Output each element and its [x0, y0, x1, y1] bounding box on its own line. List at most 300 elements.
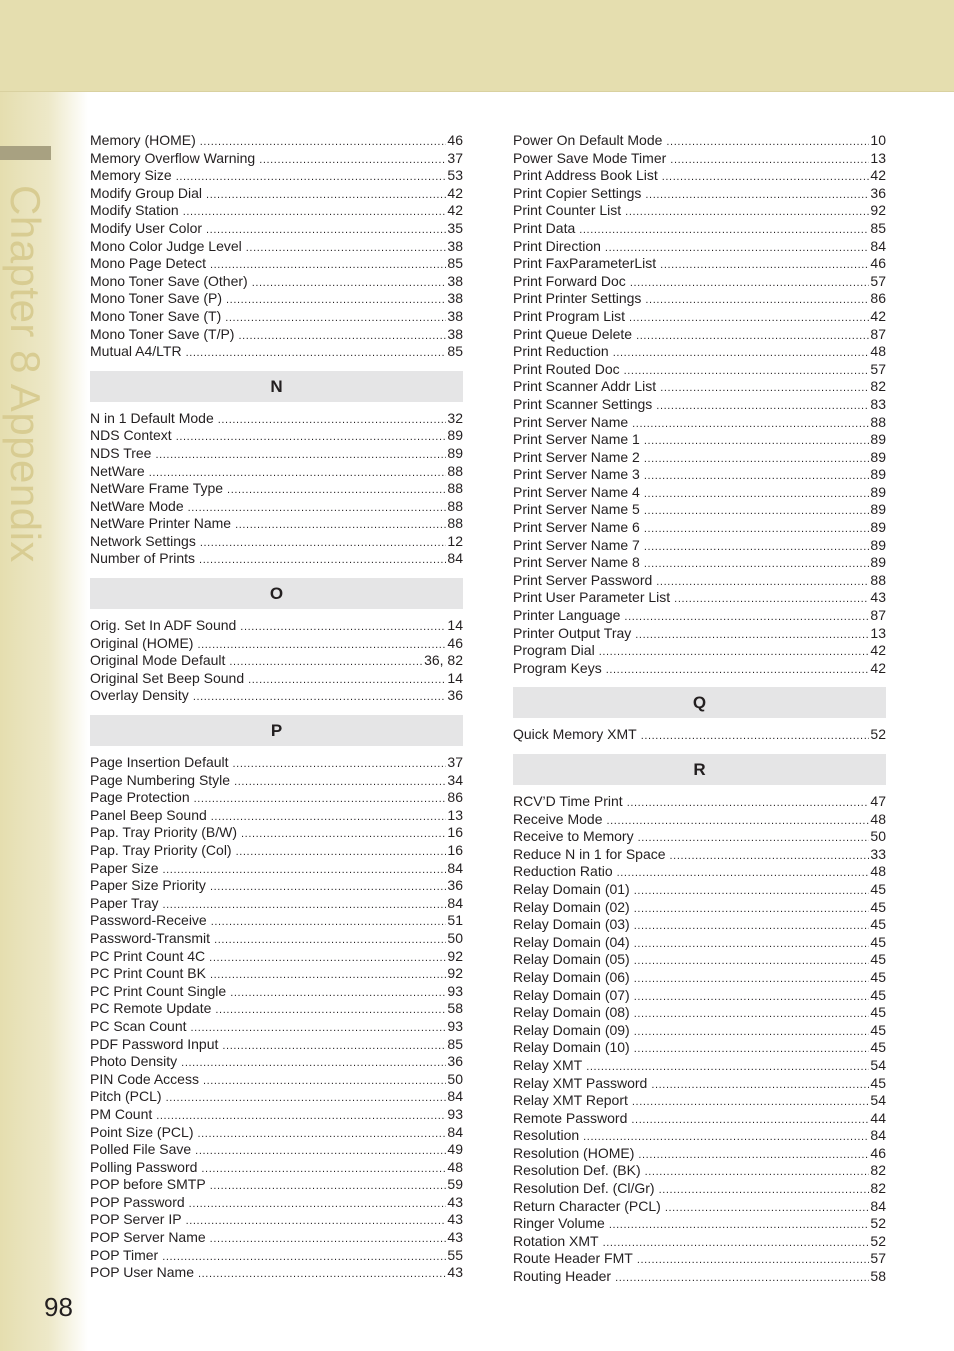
dot-leader: [615, 1270, 869, 1288]
index-entry-page: 89: [447, 444, 463, 461]
index-entry-page: 46: [447, 634, 463, 651]
index-entry-page: 58: [447, 1000, 463, 1017]
index-entry-page: 85: [447, 255, 463, 272]
dot-leader: [674, 591, 869, 609]
index-entry-label: POP Timer: [90, 1246, 159, 1263]
index-entry-label: NetWare: [90, 462, 145, 479]
index-entry-page: 42: [870, 167, 886, 184]
index-entry: [513, 846, 886, 864]
index-entry: [90, 167, 463, 185]
dot-leader: [644, 503, 870, 521]
index-entry-page: 89: [870, 519, 886, 536]
dot-leader: [203, 1073, 446, 1091]
dot-leader: [210, 879, 446, 897]
index-entry-page: 59: [447, 1176, 463, 1193]
index-entry-page: 83: [870, 395, 886, 412]
index-entry-label: Ringer Volume: [513, 1215, 605, 1232]
index-entry-label: Number of Prints: [90, 550, 196, 567]
dot-leader: [634, 1006, 870, 1024]
index-entry: [513, 1215, 886, 1233]
dot-leader: [197, 1126, 446, 1144]
index-entry-page: 42: [870, 659, 886, 676]
index-entry-label: Relay Domain (01): [513, 880, 630, 897]
section-header: O: [90, 578, 463, 609]
dot-leader: [644, 556, 870, 574]
index-entry: [513, 132, 886, 150]
dot-leader: [210, 1178, 447, 1196]
index-entry: [90, 326, 463, 344]
index-entry: [513, 726, 886, 744]
dot-leader: [230, 985, 446, 1003]
index-entry: [90, 343, 463, 361]
index-entry: [90, 550, 463, 568]
index-entry-page: 51: [447, 912, 463, 929]
index-entry: [513, 167, 886, 185]
dot-leader: [155, 447, 446, 465]
index-entry-label: PIN Code Access: [90, 1070, 199, 1087]
dot-leader: [644, 451, 870, 469]
index-entry: [513, 1198, 886, 1216]
index-entry-page: 42: [447, 202, 463, 219]
index-entry-label: Program Keys: [513, 659, 602, 676]
index-entry: [90, 617, 463, 635]
index-entry: [513, 537, 886, 555]
index-entry-page: 88: [447, 497, 463, 514]
index-entry-label: Pitch (PCL): [90, 1088, 162, 1105]
dot-leader: [186, 1213, 447, 1231]
index-entry: [513, 642, 886, 660]
index-entry-label: Print Scanner Addr List: [513, 378, 657, 395]
index-entry-page: 33: [870, 845, 886, 862]
index-entry-page: 38: [447, 307, 463, 324]
dot-leader: [235, 517, 446, 535]
dot-leader: [191, 1020, 447, 1038]
dot-leader: [186, 345, 447, 363]
index-entry: [90, 1124, 463, 1142]
dot-leader: [252, 275, 447, 293]
dot-leader: [229, 654, 423, 672]
index-entry-label: NetWare Frame Type: [90, 480, 224, 497]
dot-leader: [645, 1164, 870, 1182]
dot-leader: [670, 848, 870, 866]
section-header: P: [90, 715, 463, 746]
dot-leader: [625, 204, 869, 222]
index-entry: [513, 589, 886, 607]
index-entry-page: 84: [447, 859, 463, 876]
dot-leader: [659, 1182, 870, 1200]
index-entry-label: Page Protection: [90, 789, 190, 806]
index-entry: [90, 132, 463, 150]
index-entry-page: 87: [870, 325, 886, 342]
index-entry-label: Page Numbering Style: [90, 771, 231, 788]
section-header: Q: [513, 687, 886, 718]
index-entry-label: Program Dial: [513, 642, 595, 659]
dot-leader: [660, 257, 869, 275]
dot-leader: [634, 936, 870, 954]
index-entry-label: Mono Toner Save (T/P): [90, 325, 235, 342]
index-entry-label: Print Server Password: [513, 571, 653, 588]
dot-leader: [644, 433, 870, 451]
index-entry-label: Print Server Name 6: [513, 519, 640, 536]
index-entry: [513, 916, 886, 934]
index-entry: [513, 660, 886, 678]
index-entry-label: POP Server Name: [90, 1229, 206, 1246]
index-entry: [513, 1250, 886, 1268]
index-entry: [90, 1071, 463, 1089]
index-entry-page: 37: [447, 754, 463, 771]
index-entry-page: 54: [870, 1092, 886, 1109]
index-entry-page: 86: [447, 789, 463, 806]
index-entry-page: 89: [870, 554, 886, 571]
dot-leader: [225, 310, 446, 328]
index-entry-label: Print Server Name: [513, 413, 629, 430]
index-entry-page: 88: [447, 515, 463, 532]
index-entry-page: 84: [447, 1123, 463, 1140]
index-entry-page: 45: [870, 933, 886, 950]
index-entry: [90, 807, 463, 825]
dot-leader: [227, 482, 446, 500]
index-entry: [90, 860, 463, 878]
index-entry: [513, 969, 886, 987]
index-entry-label: NDS Context: [90, 427, 172, 444]
index-entry: [513, 519, 886, 537]
index-entry-label: Print Server Name 8: [513, 554, 640, 571]
dot-leader: [210, 1231, 447, 1249]
index-entry: [513, 1039, 886, 1057]
dot-leader: [198, 1266, 446, 1284]
dot-leader: [199, 552, 446, 570]
dot-leader: [634, 1024, 870, 1042]
dot-leader: [636, 328, 869, 346]
dot-leader: [627, 795, 870, 813]
index-entry-label: POP before SMTP: [90, 1176, 206, 1193]
index-entry: [513, 220, 886, 238]
index-entry-page: 82: [870, 1162, 886, 1179]
dot-leader: [197, 637, 446, 655]
dot-leader: [665, 1200, 870, 1218]
index-entry: [513, 1022, 886, 1040]
index-entry-page: 38: [447, 290, 463, 307]
index-entry-label: RCV’D Time Print: [513, 793, 623, 809]
dot-leader: [624, 363, 870, 381]
index-entry: [513, 1233, 886, 1251]
index-entry-label: PC Remote Update: [90, 1000, 212, 1017]
index-entry-page: 84: [870, 1127, 886, 1144]
index-entry-label: Print Server Name 4: [513, 483, 640, 500]
index-entry: [513, 811, 886, 829]
index-entry: [513, 607, 886, 625]
index-entry-page: 42: [870, 307, 886, 324]
index-entry-label: Relay Domain (09): [513, 1021, 630, 1038]
dot-leader: [634, 901, 870, 919]
index-entry-page: 43: [447, 1211, 463, 1228]
index-entry-label: Mono Toner Save (T): [90, 307, 222, 324]
index-column-right: [513, 132, 886, 1286]
section-header: R: [513, 754, 886, 785]
index-entry: [90, 1053, 463, 1071]
index-entry-label: POP User Name: [90, 1264, 194, 1281]
index-entry-page: 89: [870, 466, 886, 483]
index-entry-label: Receive to Memory: [513, 828, 634, 845]
index-entry-label: PC Print Count 4C: [90, 947, 206, 964]
index-entry: [90, 1018, 463, 1036]
index-entry-label: Relay Domain (10): [513, 1039, 630, 1056]
index-entry-label: Print FaxParameterList: [513, 255, 657, 272]
index-entry: [513, 881, 886, 899]
index-entry: [513, 1057, 886, 1075]
index-entry-page: 45: [870, 1039, 886, 1056]
dot-leader: [634, 918, 870, 936]
index-entry-label: Route Header FMT: [513, 1250, 633, 1267]
index-entry-label: Overlay Density: [90, 687, 189, 704]
index-entry: [90, 308, 463, 326]
dot-leader: [607, 813, 870, 831]
index-entry-label: Photo Density: [90, 1053, 178, 1070]
index-entry: [513, 1180, 886, 1198]
index-entry: [513, 1145, 886, 1163]
dot-leader: [218, 412, 447, 430]
index-entry-label: Rotation XMT: [513, 1232, 599, 1249]
index-entry: [513, 554, 886, 572]
index-entry: [513, 863, 886, 881]
index-entry-label: Print Server Name 7: [513, 536, 640, 553]
index-entry: [513, 326, 886, 344]
index-entry-label: Power On Default Mode: [513, 132, 663, 148]
index-entry-page: 87: [870, 607, 886, 624]
dot-leader: [211, 809, 447, 827]
index-entry-label: PC Scan Count: [90, 1017, 187, 1034]
index-entry-label: Relay Domain (06): [513, 968, 630, 985]
dot-leader: [215, 1002, 446, 1020]
index-entry-page: 92: [447, 965, 463, 982]
index-entry: [513, 899, 886, 917]
dot-leader: [632, 1094, 870, 1112]
index-entry-label: Original Mode Default: [90, 652, 226, 669]
dot-leader: [634, 971, 870, 989]
index-entry: [513, 1092, 886, 1110]
index-entry: [90, 912, 463, 930]
index-entry: [513, 238, 886, 256]
index-entry: [513, 1268, 886, 1286]
index-entry: [90, 427, 463, 445]
index-entry-label: Print Server Name 1: [513, 431, 640, 448]
dot-leader: [670, 152, 869, 170]
index-entry-page: 50: [870, 828, 886, 845]
index-entry: [513, 987, 886, 1005]
index-entry-label: Memory Overflow Warning: [90, 149, 256, 166]
dot-leader: [629, 310, 869, 328]
index-entry-label: Relay Domain (03): [513, 916, 630, 933]
dot-leader: [637, 1252, 870, 1270]
dot-leader: [638, 830, 870, 848]
dot-leader: [222, 1038, 446, 1056]
index-entry-page: 45: [870, 968, 886, 985]
dot-leader: [656, 398, 869, 416]
index-entry-page: 38: [447, 325, 463, 342]
dot-leader: [248, 672, 446, 690]
index-entry-page: 58: [870, 1268, 886, 1285]
index-entry-label: Original (HOME): [90, 634, 194, 651]
index-entry-page: 84: [447, 550, 463, 567]
index-entry: [90, 1036, 463, 1054]
index-entry-label: Print Counter List: [513, 202, 622, 219]
index-entry-label: Point Size (PCL): [90, 1123, 194, 1140]
index-entry-label: Relay Domain (07): [513, 986, 630, 1003]
index-entry-page: 45: [870, 880, 886, 897]
index-entry: [513, 466, 886, 484]
dot-leader: [603, 1235, 870, 1253]
index-entry-label: Resolution Def. (Cl/Gr): [513, 1180, 655, 1197]
index-entry: [90, 687, 463, 705]
dot-leader: [644, 539, 870, 557]
index-entry-label: Password-Receive: [90, 912, 207, 929]
index-entry-page: 86: [870, 290, 886, 307]
index-entry: [513, 396, 886, 414]
index-entry: [513, 361, 886, 379]
index-entry-label: Power Save Mode Timer: [513, 149, 667, 166]
dot-leader: [638, 1147, 869, 1165]
index-entry-label: Relay Domain (04): [513, 933, 630, 950]
index-entry-page: 89: [870, 501, 886, 518]
index-entry-page: 16: [447, 842, 463, 858]
index-entry-label: Pap. Tray Priority (Col): [90, 842, 232, 858]
dot-leader: [634, 883, 870, 901]
dot-leader: [240, 619, 446, 637]
index-entry-label: Print Reduction: [513, 343, 609, 360]
dot-leader: [634, 989, 870, 1007]
index-entry-label: Print Direction: [513, 237, 601, 254]
index-entry: [90, 652, 463, 670]
index-entry-page: 34: [447, 771, 463, 788]
index-entry: [90, 772, 463, 790]
index-entry-page: 52: [870, 726, 886, 743]
index-entry: [513, 951, 886, 969]
index-entry-page: 93: [447, 1017, 463, 1034]
index-entry: [513, 828, 886, 846]
index-entry: [513, 290, 886, 308]
index-entry-page: 46: [447, 132, 463, 148]
index-entry-page: 14: [447, 669, 463, 686]
index-entry-label: Return Character (PCL): [513, 1197, 661, 1214]
index-entry-page: 36, 82: [424, 652, 463, 669]
index-entry: [90, 1194, 463, 1212]
dot-leader: [194, 791, 447, 809]
index-entry-label: Paper Size Priority: [90, 877, 206, 894]
index-entry-page: 92: [870, 202, 886, 219]
index-entry: [513, 449, 886, 467]
index-entry: [90, 983, 463, 1001]
index-entry: [90, 150, 463, 168]
dot-leader: [246, 240, 447, 258]
index-entry: [513, 273, 886, 291]
index-entry: [90, 255, 463, 273]
index-entry-label: Orig. Set In ADF Sound: [90, 617, 237, 634]
index-entry: [513, 343, 886, 361]
index-entry-label: Mono Color Judge Level: [90, 237, 242, 254]
index-entry: [90, 789, 463, 807]
dot-leader: [233, 756, 447, 774]
section-header: N: [90, 371, 463, 402]
index-entry: [90, 1141, 463, 1159]
index-entry-label: Modify User Color: [90, 219, 203, 236]
index-entry: [90, 895, 463, 913]
dot-leader: [645, 292, 869, 310]
dot-leader: [617, 865, 870, 883]
index-entry: [90, 445, 463, 463]
index-entry-label: Password-Transmit: [90, 929, 211, 946]
index-entry-page: 47: [870, 793, 886, 809]
index-entry: [90, 202, 463, 220]
index-entry-label: Modify Group Dial: [90, 184, 203, 201]
index-entry: [513, 1127, 886, 1145]
index-entry-page: 88: [870, 413, 886, 430]
index-entry: [513, 308, 886, 326]
index-entry-page: 84: [870, 1197, 886, 1214]
index-entry: [90, 670, 463, 688]
index-entry-page: 88: [447, 480, 463, 497]
dot-leader: [630, 275, 870, 293]
index-entry-page: 13: [870, 149, 886, 166]
dot-leader: [634, 1041, 870, 1059]
index-entry-label: Pap. Tray Priority (B/W): [90, 824, 238, 841]
index-entry-page: 50: [447, 1070, 463, 1087]
index-entry-page: 16: [447, 824, 463, 841]
index-entry-label: NetWare Mode: [90, 497, 184, 514]
index-entry-label: Print Queue Delete: [513, 325, 633, 342]
dot-leader: [656, 574, 869, 592]
index-entry-page: 10: [870, 132, 886, 148]
dot-leader: [644, 468, 870, 486]
index-entry-label: Mutual A4/LTR: [90, 343, 182, 360]
index-entry: [90, 930, 463, 948]
index-entry: [90, 515, 463, 533]
index-entry: [513, 255, 886, 273]
index-entry: [513, 1004, 886, 1022]
index-entry-page: 89: [870, 431, 886, 448]
dot-leader: [606, 662, 870, 680]
dot-leader: [201, 1161, 446, 1179]
index-entry: [90, 1088, 463, 1106]
index-entry-label: PC Print Count BK: [90, 965, 206, 982]
index-entry-label: Reduction Ratio: [513, 863, 613, 880]
index-entry-page: 32: [447, 409, 463, 426]
dot-leader: [189, 1196, 447, 1214]
index-entry-label: Reduce N in 1 for Space: [513, 845, 666, 862]
index-entry-label: Print Routed Doc: [513, 360, 620, 377]
index-entry-page: 38: [447, 237, 463, 254]
dot-leader: [634, 953, 870, 971]
index-entry: [513, 378, 886, 396]
index-entry-page: 89: [870, 483, 886, 500]
index-entry: [513, 1110, 886, 1128]
index-entry-page: 42: [870, 642, 886, 659]
index-entry-page: 12: [447, 532, 463, 549]
dot-leader: [156, 1108, 446, 1126]
index-entry: [90, 1211, 463, 1229]
index-entry-label: Memory Size: [90, 167, 172, 184]
index-entry: [90, 273, 463, 291]
index-entry: [90, 220, 463, 238]
index-entry-page: 50: [447, 929, 463, 946]
dot-leader: [632, 416, 869, 434]
index-entry-page: 48: [870, 343, 886, 360]
dot-leader: [644, 486, 870, 504]
index-entry-label: POP Server IP: [90, 1211, 182, 1228]
index-entry-label: PDF Password Input: [90, 1035, 219, 1052]
dot-leader: [645, 187, 869, 205]
index-entry: [90, 410, 463, 428]
index-entry-label: Resolution Def. (BK): [513, 1162, 641, 1179]
